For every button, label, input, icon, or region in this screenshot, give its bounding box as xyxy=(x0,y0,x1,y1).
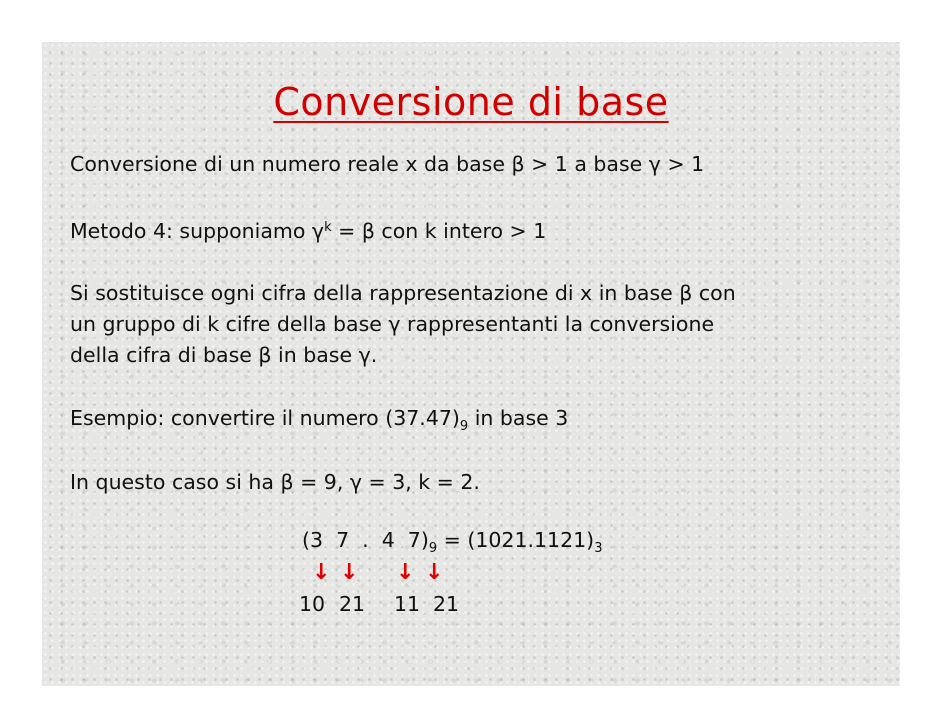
paragraph-line: un gruppo di k cifre della base γ rappresentanti la conversione xyxy=(70,312,715,336)
slide-title: Conversione di base xyxy=(273,80,669,124)
example-text-rest: in base 3 xyxy=(468,406,569,430)
conversion-rhs: = (1021.1121) xyxy=(437,528,595,552)
rhs-base-subscript: 3 xyxy=(594,541,603,556)
digit-group: 10 xyxy=(299,592,326,616)
conversion-equation xyxy=(302,528,602,556)
case-line: In questo caso si ha β = 9, γ = 3, k = 2. xyxy=(70,470,480,494)
example-line xyxy=(70,402,568,443)
down-arrow-icon: ↓ xyxy=(396,560,415,585)
method-text-rest: = β con k intero > 1 xyxy=(331,219,547,243)
digit-group: 11 xyxy=(394,592,421,616)
down-arrow-icon: ↓ xyxy=(312,560,331,585)
example-text: Esempio: convertire il numero (37.47) xyxy=(70,406,460,430)
digit-group: 21 xyxy=(339,592,366,616)
method-line xyxy=(70,212,546,247)
method-text: Metodo 4: supponiamo γ xyxy=(70,219,325,243)
method-exponent: k xyxy=(324,220,332,235)
down-arrow-icon: ↓ xyxy=(425,560,444,585)
down-arrow-icon: ↓ xyxy=(340,560,359,585)
paragraph-line: della cifra di base β in base γ. xyxy=(70,343,378,367)
lhs-base-subscript: 9 xyxy=(428,541,438,556)
digit-group: 21 xyxy=(433,592,460,616)
intro-line: Conversione di un numero reale x da base β > 1 a base γ > 1 xyxy=(70,152,705,176)
substitution-paragraph xyxy=(70,278,900,371)
example-base-subscript: 9 xyxy=(459,419,469,434)
paragraph-line: Si sostituisce ogni cifra della rappresentazione di x in base β con xyxy=(70,281,736,305)
slide xyxy=(42,42,900,686)
conversion-lhs: (3 7 . 4 7) xyxy=(302,528,429,552)
